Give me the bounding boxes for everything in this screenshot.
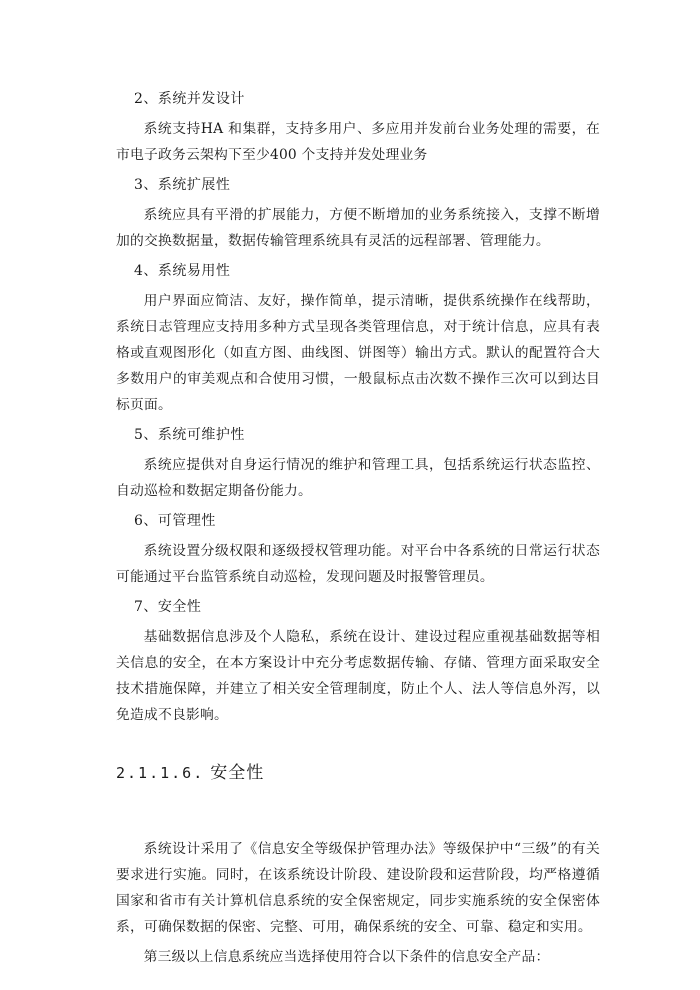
section-title-text: 安全性 (210, 763, 265, 783)
heading-concurrency: 2、系统并发设计 (134, 91, 245, 107)
paragraph-manageability: 系统设置分级权限和逐级授权管理功能。对平台中各系统的日常运行状态可能通过平台监管系统自动巡检，发现问题及时报警管理员。 (116, 543, 600, 585)
paragraph-scalability: 系统应具有平滑的扩展能力，方便不断增加的业务系统接入，支撑不断增加的交换数据量，数据传输管理系统具有灵活的远程部署、管理能力。 (116, 207, 600, 249)
paragraph-security: 基础数据信息涉及个人隐私，系统在设计、建设过程应重视基础数据等相关信息的安全，在本方案设计中充分考虑数据传输、存储、管理方面采取安全技术措施保障，并建立了相关安全管理制度，防止个人、法人等信息外泻，以免造成不良影响。 (116, 629, 600, 723)
heading-scalability: 3、系统扩展性 (134, 177, 231, 193)
paragraph-product-requirements: 第三级以上信息系统应当选择使用符合以下条件的信息安全产品： (143, 949, 550, 965)
heading-usability: 4、系统易用性 (134, 263, 231, 279)
heading-maintainability: 5、系统可维护性 (134, 427, 245, 443)
paragraph-maintainability: 系统应提供对自身运行情况的维护和管理工具，包括系统运行状态监控、自动巡检和数据定期备份能力。 (116, 457, 600, 499)
section-title (116, 758, 600, 788)
heading-security: 7、安全性 (134, 599, 202, 615)
paragraph-security-level: 系统设计采用了《信息安全等级保护管理办法》等级保护中“三级”的有关要求进行实施。同时，在该系统设计阶段、建设阶段和运营阶段，均严格遵循国家和省市有关计算机信息系统的安全保密规定，同步实施系统的安全保密体系，可确保数据的保密、完整、可用，确保系统的安全、可靠、稳定和实用。 (116, 841, 600, 935)
section-number: 2.1.1.6. (116, 764, 205, 782)
heading-manageability: 6、可管理性 (134, 513, 216, 529)
document-body (116, 86, 600, 974)
paragraph-usability: 用户界面应简洁、友好，操作简单，提示清晰，提供系统操作在线帮助，系统日志管理应支持用多种方式呈现各类管理信息，对于统计信息，应具有表格或直观图形化（如直方图、曲线图、饼图等）输出方式。默认的配置符合大多数用户的审美观点和合使用习惯，一般鼠标点击次数不操作三次可以到达目标页面。 (116, 293, 600, 413)
paragraph-concurrency: 系统支持HA 和集群，支持多用户、多应用并发前台业务处理的需要，在市电子政务云架构下至少400 个支持并发处理业务 (116, 121, 600, 163)
